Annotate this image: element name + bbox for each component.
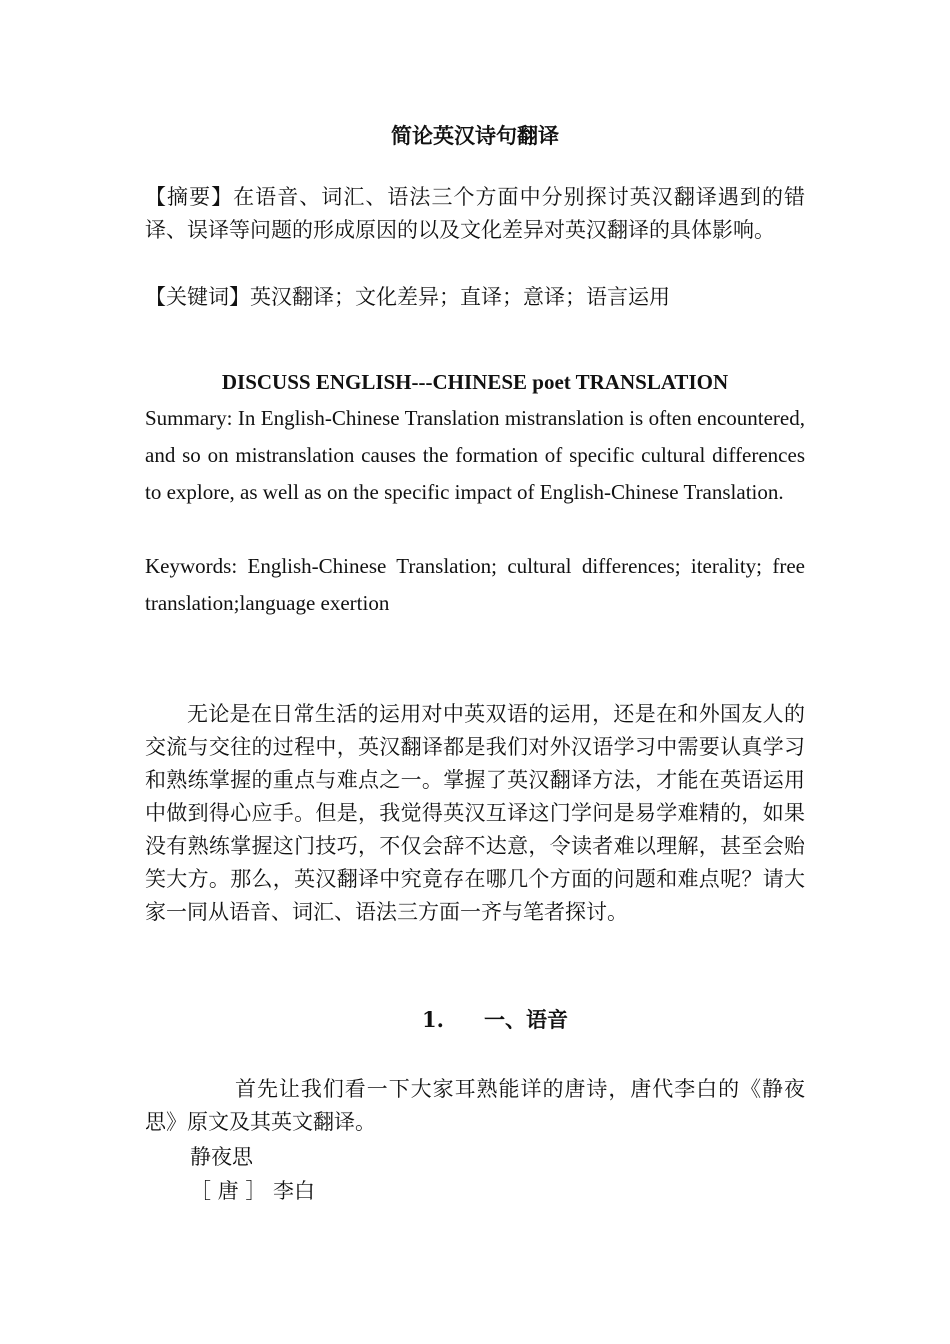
section-paragraph: 首先让我们看一下大家耳熟能详的唐诗，唐代李白的《静夜思》原文及其英文翻译。 — [145, 1077, 805, 1134]
intro-paragraph: 无论是在日常生活的运用对中英双语的运用，还是在和外国友人的交流与交往的过程中，英汉翻译都是我们对外汉语学习中需要认真学习和熟练掌握的重点与难点之一。掌握了英汉翻译方法，才能在英语运用中做到得心应手。但是，我觉得英汉互译这门学问是易学难精的，如果没有熟练掌握这门技巧，不仅会辞不达意，令读者难以理解，甚至会贻笑大方。那么，英汉翻译中究竟存在哪几个方面的问题和难点呢？请大家一同从语音、词汇、语法三方面一齐与笔者探讨。 — [145, 702, 805, 924]
poem-author: ［ 唐 ］ 李白 — [190, 1179, 316, 1203]
chinese-title: 简论英汉诗句翻译 — [391, 123, 559, 148]
english-title: DISCUSS ENGLISH---CHINESE poet TRANSLATION — [221, 370, 729, 394]
abstract-label: 【摘要】 — [145, 185, 234, 209]
section-title: 一、语音 — [483, 1007, 568, 1032]
english-keywords: Keywords: English-Chinese Translation; cultural differences; iterality; free translation;language exertion — [145, 554, 805, 615]
abstract-text: 在语音、词汇、语法三个方面中分别探讨英汉翻译遇到的错译、误译等问题的形成原因的以及文化差异对英汉翻译的具体影响。 — [145, 185, 806, 242]
section-number: 1. — [422, 1007, 444, 1032]
chinese-keywords — [145, 281, 805, 314]
keywords-text: 英汉翻译；文化差异；直译；意译；语言运用 — [250, 285, 670, 309]
poem-title: 静夜思 — [190, 1145, 253, 1169]
chinese-abstract — [145, 181, 805, 247]
section-heading — [0, 1004, 950, 1036]
keywords-label: 【关键词】 — [145, 285, 250, 309]
english-summary: Summary: In English-Chinese Translation mistranslation is often encountered, and so on mistranslation causes the formation of specific cultural differences to explore, as well as on the specific impact of English-Chinese Translation. — [145, 406, 805, 504]
